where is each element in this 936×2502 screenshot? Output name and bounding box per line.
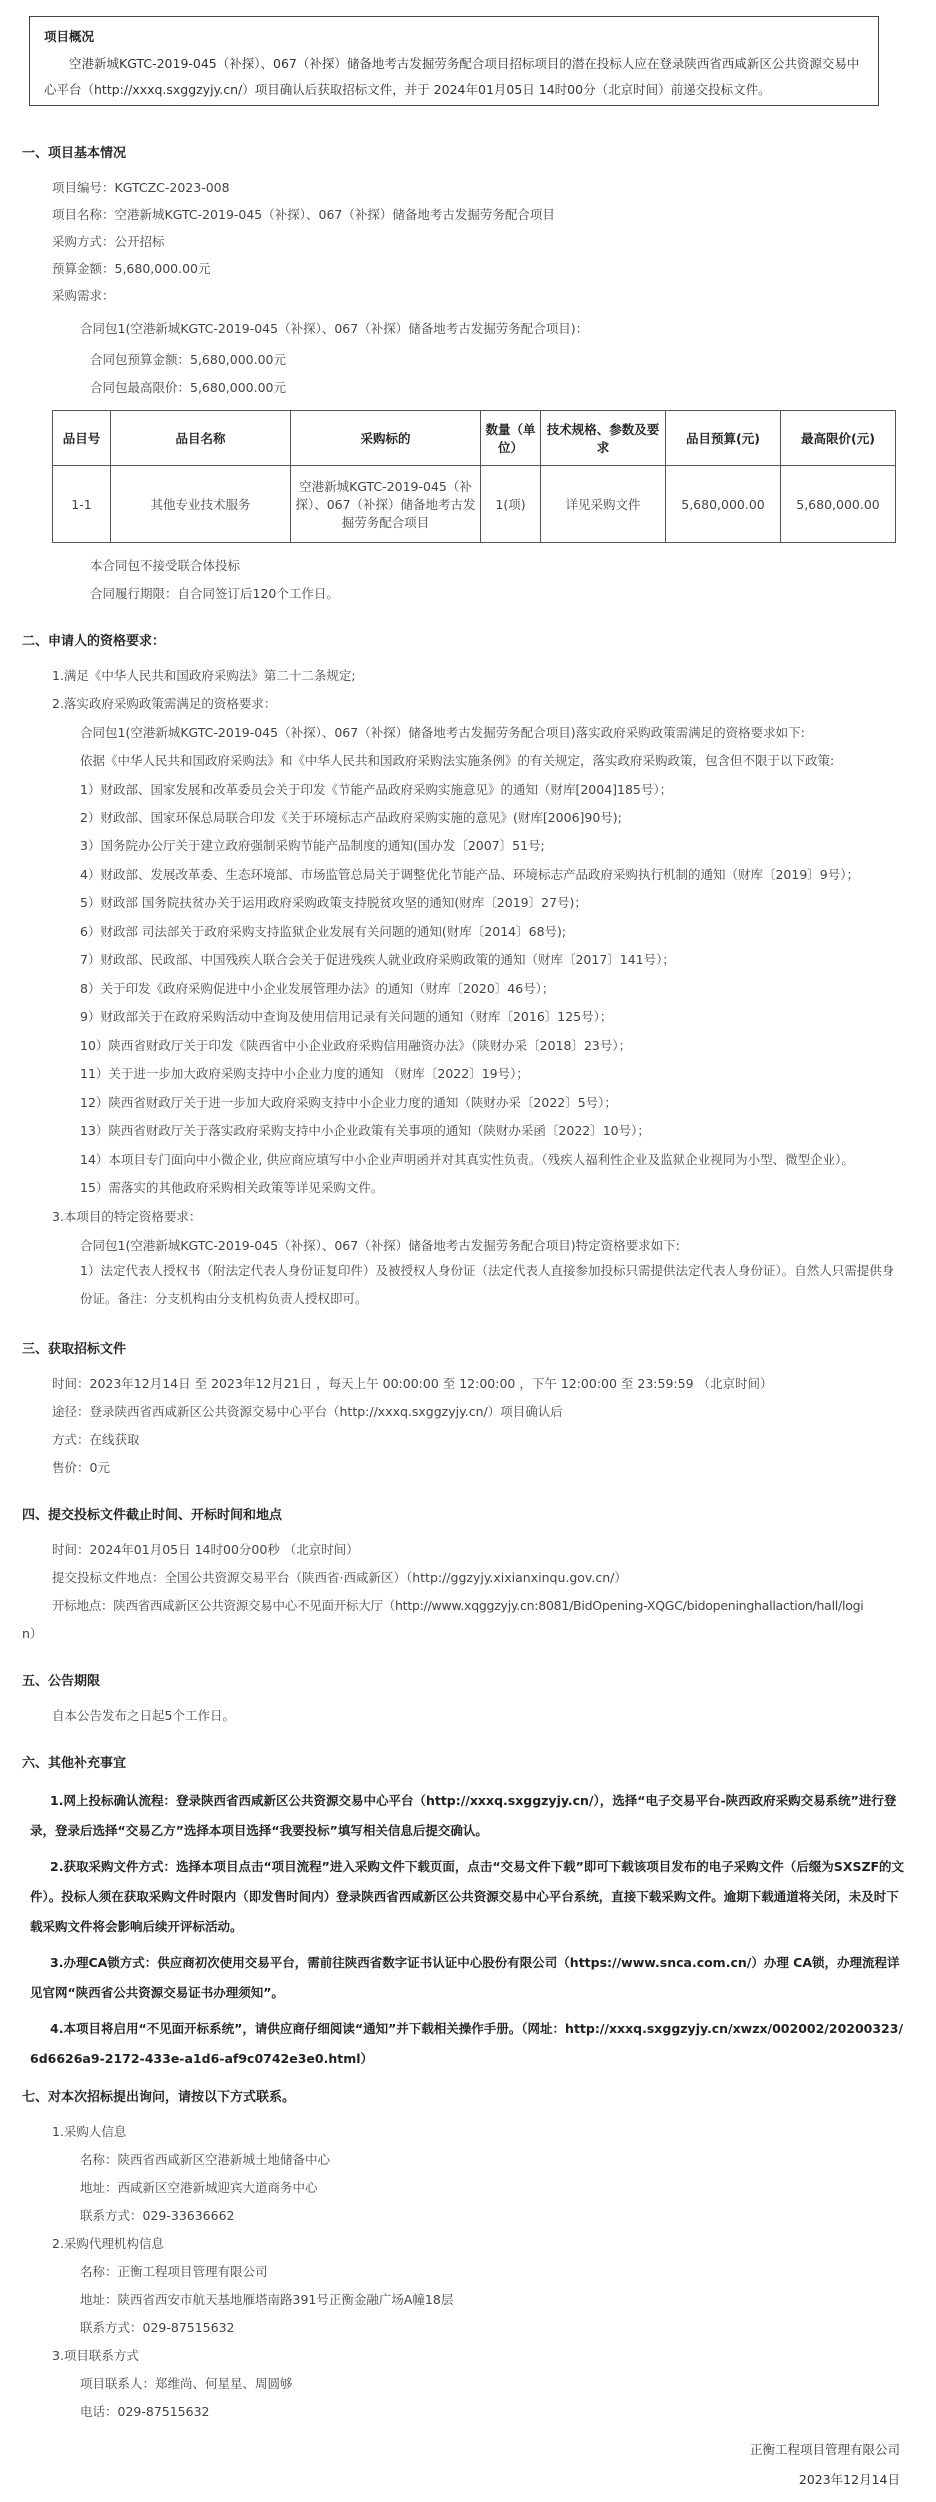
- project-contact-title: 3.项目联系方式: [52, 2348, 139, 2363]
- policy-item: 7）财政部、民政部、中国残疾人联合会关于促进残疾人就业政府采购政策的通知（财库〔2017〕141号）；: [80, 952, 675, 967]
- deadline-time: 时间：2024年01月05日 14时00分00秒 （北京时间）: [52, 1542, 359, 1557]
- qualification-1: 1.满足《中华人民共和国政府采购法》第二十二条规定;: [52, 668, 356, 683]
- header-item-no: 品目号: [53, 411, 111, 466]
- cell-item-no: 1-1: [53, 466, 111, 543]
- supplement-2: 2.获取采购文件方式：选择本项目点击“项目流程”进入采购文件下载页面，点击“交易文件下载”即可下载该项目发布的电子采购文件（后缀为SXSZF的文件）。投标人须在获取采购文件时限内（即发售时间内）登录陕西省西咸新区公共资源交易中心平台系统，直接下载采购文件。逾期下载通道将关闭，未及时下载采购文件将会影响后续开评标活动。: [30, 1859, 905, 1934]
- submit-location: 提交投标文件地点：全国公共资源交易平台（陕西省·西咸新区）（http://ggzyjy.xixianxinqu.gov.cn/）: [52, 1570, 627, 1585]
- agency-name: 名称：正衡工程项目管理有限公司: [80, 2264, 268, 2279]
- opening-location: 开标地点：陕西省西咸新区公共资源交易中心不见面开标大厅（http://www.xqggzyjy.cn:8081/BidOpening-XQGC/bidopeninghallaction/hall/logi: [52, 1598, 864, 1613]
- purchaser-info-title: 1.采购人信息: [52, 2124, 127, 2139]
- cell-budget: 5,680,000.00: [666, 466, 781, 543]
- overview-title: 项目概况: [44, 29, 95, 44]
- project-phone: 电话：029-87515632: [80, 2404, 210, 2419]
- qualification-3: 3.本项目的特定资格要求：: [52, 1209, 202, 1224]
- budget-amount: 预算金额：5,680,000.00元: [52, 261, 211, 276]
- contract-package: 合同包1(空港新城KGTC-2019-045（补探）、067（补探）储备地考古发掘劳务配合项目)：: [80, 321, 589, 336]
- project-number: 项目编号：KGTCZC-2023-008: [52, 180, 230, 195]
- purchaser-phone: 联系方式：029-33636662: [80, 2208, 235, 2223]
- agency-phone: 联系方式：029-87515632: [80, 2320, 235, 2335]
- policy-item: 10）陕西省财政厅关于印发《陕西省中小企业政府采购信用融资办法》（陕财办采〔2018〕23号）；: [80, 1038, 632, 1053]
- policy-item: 9）财政部关于在政府采购活动中查询及使用信用记录有关问题的通知（财库〔2016〕125号）；: [80, 1009, 613, 1024]
- obtain-time: 时间：2023年12月14日 至 2023年12月21日 ，每天上午 00:00:00 至 12:00:00 ，下午 12:00:00 至 23:59:59 （北京时间）: [52, 1376, 773, 1391]
- policy-item: 13）陕西省财政厅关于落实政府采购支持中小企业政策有关事项的通知（陕财办采函〔2022〕10号）；: [80, 1123, 650, 1138]
- section-5-title: 五、公告期限: [22, 1674, 101, 1689]
- policy-item: 4）财政部、发展改革委、生态环境部、市场监管总局关于调整优化节能产品、环境标志产品政府采购执行机制的通知（财库〔2019〕9号）；: [80, 867, 859, 882]
- package-budget: 合同包预算金额：5,680,000.00元: [90, 352, 286, 367]
- policy-item: 3）国务院办公厅关于建立政府强制采购节能产品制度的通知(国办发〔2007〕51号;: [80, 838, 545, 853]
- section-1-title: 一、项目基本情况: [22, 146, 127, 161]
- procurement-method: 采购方式：公开招标: [52, 234, 165, 249]
- header-spec: 技术规格、参数及要求: [541, 411, 666, 466]
- obtain-price: 售价：0元: [52, 1460, 110, 1475]
- policy-item: 5）财政部 国务院扶贫办关于运用政府采购政策支持脱贫攻坚的通知(财库〔2019〕27号)；: [80, 895, 587, 910]
- project-contacts: 项目联系人：郑维尚、何星星、周圆够: [80, 2376, 293, 2391]
- policy-item: 2）财政部、国家环保总局联合印发《关于环境标志产品政府采购实施的意见》(财库[2006]90号);: [80, 810, 622, 825]
- cell-max-price: 5,680,000.00: [781, 466, 896, 543]
- specific-qualification-intro: 合同包1(空港新城KGTC-2019-045（补探）、067（补探）储备地考古发掘劳务配合项目)特定资格要求如下:: [80, 1238, 680, 1253]
- section-7-title: 七、对本次招标提出询问，请按以下方式联系。: [22, 2090, 296, 2105]
- policy-item: 15）需落实的其他政府采购相关政策等详见采购文件。: [80, 1180, 384, 1195]
- supplement-1: 1.网上投标确认流程：登录陕西省西咸新区公共资源交易中心平台（http://xxxq.sxggzyjy.cn/），选择“电子交易平台-陕西政府采购交易系统”进行登录，登录后选择“交易乙方”选择本项目选择“我要投标”填写相关信息后提交确认。: [30, 1793, 897, 1838]
- section-3-title: 三、获取招标文件: [22, 1342, 127, 1357]
- section-6-title: 六、其他补充事宜: [22, 1756, 127, 1771]
- specific-qualification-item: 1）法定代表人授权书（附法定代表人身份证复印件）及被授权人身份证（法定代表人直接参加投标只需提供法定代表人身份证）。自然人只需提供身份证。备注：分支机构由分支机构负责人授权即可。: [80, 1263, 895, 1306]
- policy-basis: 依据《中华人民共和国政府采购法》和《中华人民共和国政府采购法实施条例》的有关规定，落实政府采购政策，包含但不限于以下政策:: [80, 753, 835, 768]
- policy-item: 8）关于印发《政府采购促进中小企业发展管理办法》的通知（财库〔2020〕46号）；: [80, 981, 555, 996]
- policy-item: 12）陕西省财政厅关于进一步加大政府采购支持中小企业力度的通知（陕财办采〔2022〕5号）；: [80, 1095, 617, 1110]
- obtain-way: 途径：登录陕西省西咸新区公共资源交易中心平台（http://xxxq.sxggzyjy.cn/）项目确认后: [52, 1404, 563, 1419]
- no-consortium-note: 本合同包不接受联合体投标: [90, 558, 241, 573]
- purchaser-address: 地址：西咸新区空港新城迎宾大道商务中心: [80, 2180, 318, 2195]
- supplement-3: 3.办理CA锁方式：供应商初次使用交易平台，需前往陕西省数字证书认证中心股份有限公司（https://www.snca.com.cn/）办理 CA锁，办理流程详见官网“陕西省公共资源交易证书办理须知”。: [30, 1955, 900, 2000]
- table-header-row: [53, 411, 896, 466]
- signature-date: 2023年12月14日: [798, 2472, 900, 2487]
- policy-item: 11）关于进一步加大政府采购支持中小企业力度的通知 （财库〔2022〕19号）；: [80, 1066, 529, 1081]
- contract-period: 合同履行期限：自合同签订后120个工作日。: [90, 586, 339, 601]
- header-quantity: 数量（单位）: [481, 411, 541, 466]
- policy-item: 14）本项目专门面向中小微企业, 供应商应填写中小企业声明函并对其真实性负责。（残疾人福利性企业及监狱企业视同为小型、微型企业）。: [80, 1152, 854, 1167]
- policy-item: 6）财政部 司法部关于政府采购支持监狱企业发展有关问题的通知(财库〔2014〕68号);: [80, 924, 567, 939]
- package-max-price: 合同包最高限价：5,680,000.00元: [90, 380, 286, 395]
- cell-target: 空港新城KGTC-2019-045（补探）、067（补探）储备地考古发掘劳务配合项目: [291, 466, 481, 543]
- qualification-2: 2.落实政府采购政策需满足的资格要求：: [52, 696, 277, 711]
- cell-quantity: 1(项): [481, 466, 541, 543]
- section-4-title: 四、提交投标文件截止时间、开标时间和地点: [22, 1508, 283, 1523]
- section-2-title: 二、申请人的资格要求：: [22, 634, 166, 649]
- signature-company: 正衡工程项目管理有限公司: [749, 2442, 900, 2457]
- project-overview-box: [29, 16, 879, 106]
- purchaser-name: 名称：陕西省西咸新区空港新城土地储备中心: [80, 2152, 331, 2167]
- notice-period: 自本公告发布之日起5个工作日。: [52, 1708, 235, 1723]
- header-max-price: 最高限价(元): [781, 411, 896, 466]
- cell-spec: 详见采购文件: [541, 466, 666, 543]
- header-item-name: 品目名称: [111, 411, 291, 466]
- project-name: 项目名称：空港新城KGTC-2019-045（补探）、067（补探）储备地考古发掘劳务配合项目: [52, 207, 555, 222]
- opening-location-cont: n）: [22, 1626, 43, 1641]
- policy-item: 1）财政部、国家发展和改革委员会关于印发《节能产品政府采购实施意见》的通知（财库[2004]185号）；: [80, 782, 673, 797]
- header-budget: 品目预算(元): [666, 411, 781, 466]
- supplement-4: 4.本项目将启用“不见面开标系统”，请供应商仔细阅读“通知”并下载相关操作手册。（网址：http://xxxq.sxggzyjy.cn/xwzx/002002/20200323/6d6626a9-2172-433e-a1d6-af9c0742e3e0.html）: [30, 2021, 904, 2066]
- agency-address: 地址：陕西省西安市航天基地雁塔南路391号正衡金融广场A幢18层: [80, 2292, 454, 2307]
- agency-info-title: 2.采购代理机构信息: [52, 2236, 164, 2251]
- header-target: 采购标的: [291, 411, 481, 466]
- items-table: [52, 410, 896, 543]
- overview-text: 空港新城KGTC-2019-045（补探）、067（补探）储备地考古发掘劳务配合项目招标项目的潜在投标人应在登录陕西省西咸新区公共资源交易中心平台（http://xxxq.sxggzyjy.cn/）项目确认后获取招标文件，并于 2024年01月05日 14时00分（北京时间）前递交投标文件。: [44, 56, 860, 97]
- procurement-demand: 采购需求：: [52, 288, 115, 303]
- table-row: [53, 466, 896, 543]
- obtain-form: 方式：在线获取: [52, 1432, 140, 1447]
- cell-item-name: 其他专业技术服务: [111, 466, 291, 543]
- policy-intro: 合同包1(空港新城KGTC-2019-045（补探）、067（补探）储备地考古发掘劳务配合项目)落实政府采购政策需满足的资格要求如下:: [80, 725, 805, 740]
